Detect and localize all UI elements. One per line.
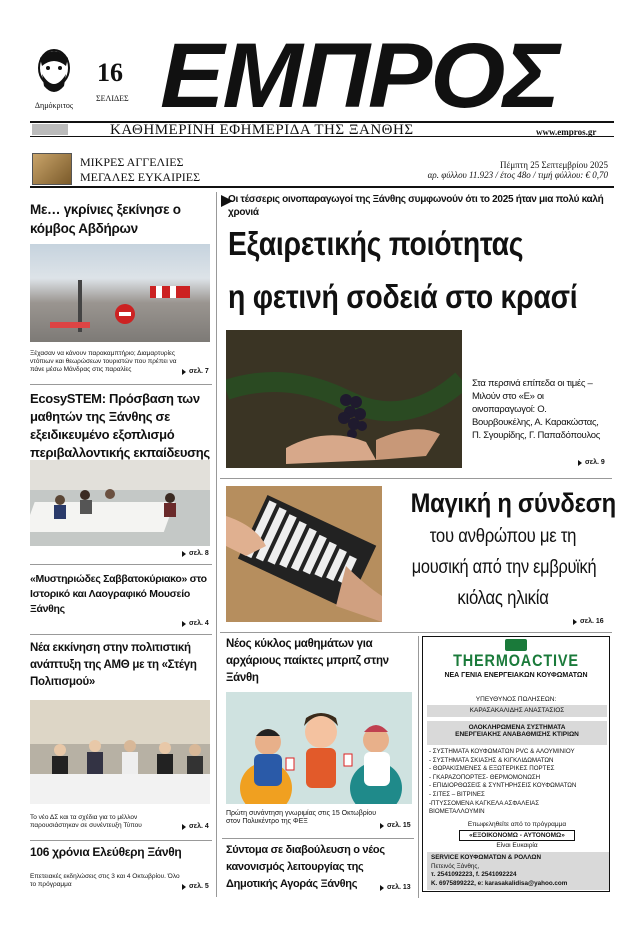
bridge-caption: Πρώτη συνάντηση γνωριμίας στις 15 Οκτωβρίου στον Πολυκέντρο της ΦΕΞ [226, 810, 377, 825]
story3-page-ref[interactable] [182, 620, 209, 627]
ad-systems-box [427, 721, 607, 745]
ad-contact [427, 852, 609, 890]
bridge-ref-text: σελ. 15 [387, 822, 411, 829]
main-headline-line1: Εξαιρετικής ποιότητας [228, 225, 524, 262]
music-line3: κιόλας ηλικία [457, 588, 549, 609]
story2-page-ref[interactable] [182, 550, 209, 557]
ad-service-item: - ΕΠΙΔΙΟΡΘΩΣΕΙΣ & ΣΥΝΤΗΡΗΣΕΙΣ ΚΟΥΦΩΜΑΤΩΝ [429, 782, 577, 790]
market-page-ref[interactable] [380, 884, 411, 891]
issue-details: αρ. φύλλου 11.923 / έτος 48ο / τιμή φύλλου: € 0,70 [427, 170, 608, 180]
pages-number: 16 [97, 58, 123, 87]
bridge-divider [222, 838, 414, 839]
bridge-photo [226, 692, 412, 804]
thermoactive-ad[interactable] [422, 636, 610, 892]
bridge-page-ref[interactable] [380, 822, 411, 829]
left-divider-3 [30, 634, 212, 635]
bottom-column-divider [418, 636, 419, 898]
main-divider-2 [220, 632, 612, 633]
left-divider-2 [30, 564, 212, 565]
ad-service-item: -ΠΤΥΣΣΟΜΕΝΑ ΚΑΓΚΕΛΑ ΑΣΦΑΛΕΙΑΣ [429, 799, 540, 807]
ad-service-item: - ΣΙΤΕΣ – ΒΙΤΡΙΝΕΣ [429, 790, 485, 798]
story5-title: 106 χρόνια Ελεύθερη Ξάνθη [30, 845, 182, 859]
story5-ref-text: σελ. 5 [189, 883, 209, 890]
music-line2: μουσική από την εμβρυϊκή [411, 557, 597, 578]
story2-title: EcosySTEM: Πρόσβαση των μαθητών της Ξάνθης σε εξειδικευμένο εξοπλισμό περιβαλλοντικής εκπαίδευσης [30, 391, 210, 460]
story4-ref-text: σελ. 4 [189, 823, 209, 830]
ad-service-item: - ΣΥΣΤΗΜΑΤΑ ΚΟΥΦΩΜΑΤΩΝ PVC & ΑΛΟΥΜΙΝΙΟΥ [429, 748, 575, 755]
ad-service-item: - ΓΚΑΡΑΖΟΠΟΡΤΕΣ- ΘΕΡΜΟΜΟΝΩΣΗ [429, 773, 541, 781]
classifieds-line1: ΜΙΚΡΕΣ ΑΓΓΕΛΙΕΣ [80, 155, 184, 169]
music-line1: του ανθρώπου με τη [429, 526, 577, 547]
ad-manager-name: ΚΑΡΑΣΑΚΑΛΙΔΗΣ ΑΝΑΣΤΑΣΙΟΣ [469, 707, 565, 714]
story5-page-ref[interactable] [182, 883, 209, 890]
story1-page-ref[interactable] [182, 368, 209, 375]
music-title: Μαγική η σύνδεση [410, 488, 616, 518]
main-kicker: Οι τέσσερις οινοπαραγωγοί της Ξάνθης συμφωνούν ότι το 2025 ήταν μια πολύ καλή χρονιά [228, 194, 604, 218]
market-ref-text: σελ. 13 [387, 884, 411, 891]
ad-systems-line2: ΕΝΕΡΓΕΙΑΚΗΣ ΑΝΑΒΑΘΜΙΣΗΣ ΚΤΙΡΙΩΝ [455, 731, 579, 738]
ad-service-item: ΒΙΟΜΕΤΑΛΛΟΥΜΙΝ [429, 808, 485, 816]
wine-page-ref[interactable] [578, 459, 605, 466]
ad-services-list [429, 748, 609, 817]
story1-title: Με… γκρίνιες ξεκίνησε ο κόμβος Αβδήρων [30, 202, 181, 236]
ad-program-note: Είναι Ευκαιρία [496, 842, 538, 849]
ad-program-label: Επωφεληθείτε από το πρόγραμμα [467, 821, 567, 828]
logo-demokritos [30, 46, 78, 110]
story3-title: «Μυστηριώδες Σαββατοκύριακο» στο Ιστορικό και Λαογραφικό Μουσείο Ξάνθης [30, 573, 207, 615]
ad-service-item: - ΘΩΡΑΚΙΣΜΕΝΕΣ & ΕΞΩΤΕΡΙΚΕΣ ΠΟΡΤΕΣ [429, 765, 555, 773]
pages-label: ΣΕΛΙΔΕΣ [96, 94, 129, 103]
masthead-band-icon [32, 124, 68, 135]
ad-brand: THERMOACTIVE [453, 651, 579, 670]
main-divider-1 [220, 478, 612, 479]
ad-phones: τ. 2541092223, f. 2541092224 [431, 871, 517, 878]
newspaper-title: ΕΜΠΡΟΣ [160, 25, 559, 127]
left-divider-4 [30, 840, 212, 841]
market-title: Σύντομα σε διαβούλευση ο νέος κανονισμός λειτουργίας της Δημοτικής Αγοράς Ξάνθης [226, 844, 385, 890]
ad-address: Πετεινός Ξάνθης, [431, 862, 480, 870]
ad-logo-icon [505, 639, 527, 651]
ad-tagline: ΝΕΑ ΓΕΝΙΑ ΕΝΕΡΓΕΙΑΚΩΝ ΚΟΥΦΩΜΑΤΩΝ [444, 672, 588, 679]
wine-ref-text: σελ. 9 [585, 459, 605, 466]
story1-photo [30, 244, 210, 342]
story1-ref-text: σελ. 7 [189, 368, 209, 375]
ad-mobile-email: Κ. 6975899222, e: karasakalidisa@yahoo.com [431, 879, 568, 887]
masthead-bottom-rule [30, 186, 614, 188]
music-page-ref[interactable] [573, 618, 604, 625]
bridge-title: Νέος κύκλος μαθημάτων για αρχάριους παίκτες μπριτζ στην Ξάνθη [226, 638, 389, 684]
story4-title: Νέα εκκίνηση στην πολιτιστική ανάπτυξη της ΑΜΘ με τη «Στέγη Πολιτισμού» [30, 642, 197, 688]
ad-service-item: - ΣΥΣΤΗΜΑΤΑ ΣΚΙΑΣΗΣ & ΚΙΓΚΛΙΔΩΜΑΤΩΝ [429, 756, 554, 764]
ad-service-title: SERVICE ΚΟΥΦΩΜΑΤΩΝ & ΡΟΛΛΩΝ [431, 854, 542, 861]
issue-date: Πέμπτη 25 Σεπτεμβρίου 2025 [500, 160, 608, 170]
story4-caption: Το νέο ΔΣ και τα σχέδια για το μέλλον παρουσιάστηκαν σε συνέντευξη Τύπου [30, 814, 142, 829]
xylophone-photo [226, 486, 382, 622]
newspaper-subtitle: ΚΑΘΗΜΕΡΙΝΗ ΕΦΗΜΕΡΙΔΑ ΤΗΣ ΞΑΝΘΗΣ [110, 122, 414, 138]
ad-manager-box [427, 705, 607, 717]
logo-caption: Δημόκριτος [34, 101, 74, 110]
website: www.empros.gr [536, 127, 597, 137]
column-divider [216, 192, 217, 897]
main-headline-line2: η φετινή σοδειά στο κρασί [228, 278, 578, 315]
wine-side-text: Στα περσινά επίπεδα οι τιμές – Μιλούν στο «Ε» οι οινοπαραγωγοί: Ο. Βουρβουκέλης, Α. Καρακώστας, Π. Σγουρίδης, Γ. Παπαδόπουλος [472, 378, 601, 441]
story2-ref-text: σελ. 8 [189, 550, 209, 557]
story2-photo [30, 460, 210, 546]
ad-systems-line1: ΟΛΟΚΛΗΡΩΜΕΝΑ ΣΥΣΤΗΜΑΤΑ [468, 724, 566, 731]
story4-page-ref[interactable] [182, 823, 209, 830]
ad-manager-label: ΥΠΕΥΘΥΝΟΣ ΠΩΛΗΣΕΩΝ: [475, 696, 557, 703]
music-ref-text: σελ. 16 [580, 618, 604, 625]
left-divider-1 [30, 384, 212, 385]
story5-caption: Επετειακές εκδηλώσεις στις 3 και 4 Οκτωβρίου. Όλο το πρόγραμμα [30, 873, 180, 888]
classifieds-line2: ΜΕΓΑΛΕΣ ΕΥΚΑΙΡΙΕΣ [80, 170, 201, 184]
story1-caption: Ξέχασαν να κάνουν παρακαμπτήριο; Διαμαρτυρίες ντόπιων και θεωρώσεων τουριστών που πρέπει να πάνε μέσω Μάνδρας στις παραλίες [30, 350, 177, 373]
classifieds-icon [32, 153, 72, 185]
story3-ref-text: σελ. 4 [189, 620, 209, 627]
story4-photo [30, 700, 210, 804]
ad-program-box [459, 830, 575, 841]
ad-program-name: «ΕΞΟΙΚΟΝΟΜΩ - ΑΥΤΟΝΟΜΩ» [469, 832, 565, 839]
grapes-photo [226, 330, 462, 468]
